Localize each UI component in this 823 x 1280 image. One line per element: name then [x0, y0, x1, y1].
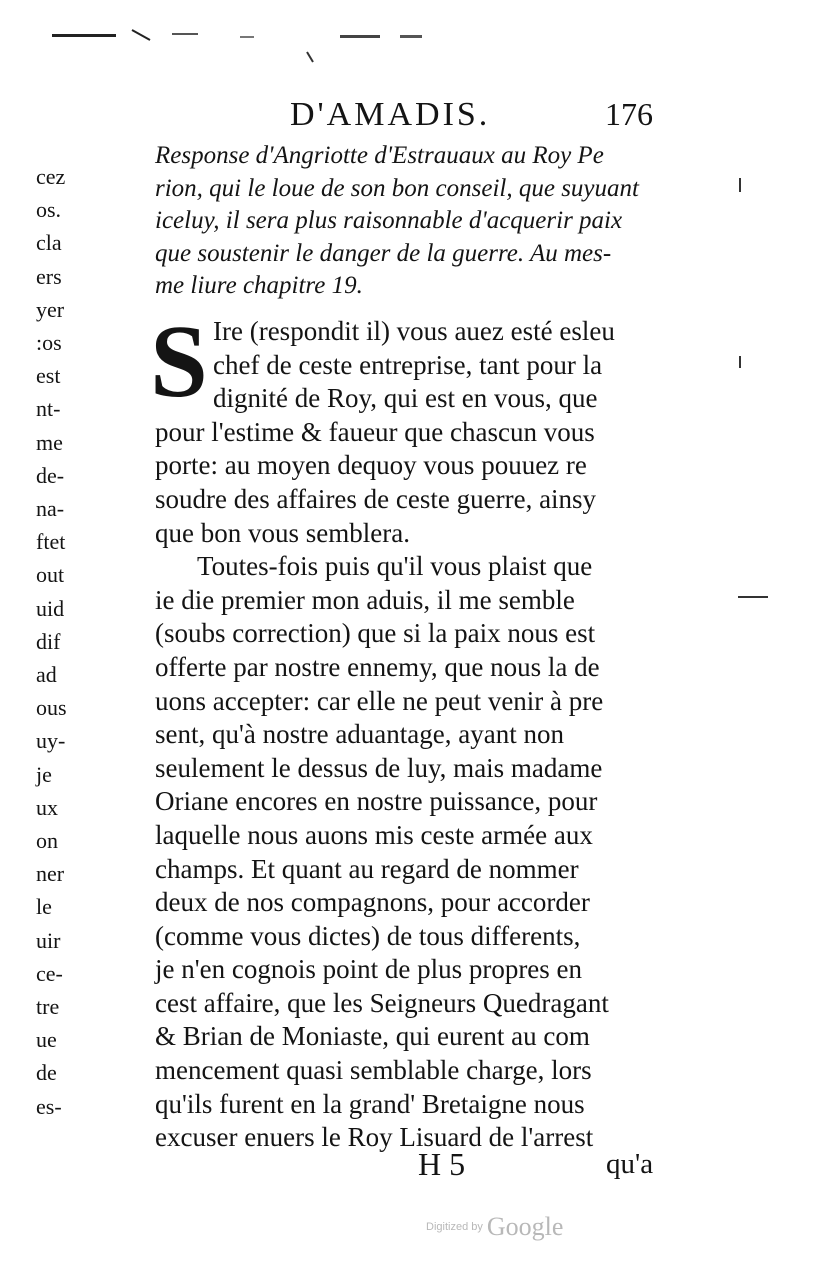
- bleed-fragment: ad: [36, 662, 57, 688]
- bleed-fragment: ue: [36, 1027, 57, 1053]
- text-line: laquelle nous auons mis ceste armée aux: [155, 819, 593, 850]
- text-line: cest affaire, que les Seigneurs Quedragant: [155, 987, 609, 1018]
- google-logo-text: Google: [486, 1212, 564, 1241]
- rubric-line: rion, qui le loue de son bon conseil, que suyuant: [155, 174, 639, 202]
- bleed-fragment: ous: [36, 695, 67, 721]
- text-line: qu'ils furent en la grand' Bretaigne nous: [155, 1088, 585, 1119]
- bleed-fragment: de: [36, 1060, 57, 1086]
- catchword: qu'a: [606, 1148, 654, 1180]
- text-line: & Brian de Moniaste, qui eurent au com: [155, 1021, 590, 1052]
- text-line: offerte par nostre ennemy, que nous la de: [155, 651, 600, 682]
- text-line: je n'en cognois point de plus propres en: [155, 954, 583, 985]
- text-line: que bon vous semblera.: [155, 517, 410, 548]
- margin-dash-mark: [735, 178, 745, 192]
- bleed-fragment: cez: [36, 164, 66, 189]
- text-line: deux de nos compagnons, pour accorder: [155, 887, 590, 918]
- text-line: sent, qu'à nostre aduantage, ayant non: [155, 719, 564, 750]
- text-line: pour l'estime & faueur que chascun vous: [155, 416, 595, 447]
- scan-speck: [305, 50, 315, 64]
- bleed-fragment: uir: [36, 927, 61, 953]
- bleed-fragment: ers: [36, 263, 62, 289]
- bleed-fragment: es-: [36, 1093, 62, 1119]
- text-line: porte: au moyen dequoy vous pouuez re: [155, 450, 587, 481]
- text-line: mencement quasi semblable charge, lors: [155, 1055, 592, 1086]
- bleed-fragment: ce-: [36, 960, 63, 986]
- digitized-by-google-watermark: [426, 1212, 563, 1242]
- bleed-fragment: yer: [36, 296, 65, 322]
- bleed-fragment: nt-: [36, 396, 61, 422]
- text-line: (soubs correction) que si la paix nous est: [155, 618, 596, 649]
- facing-page-bleed: [36, 160, 96, 1123]
- text-line: seulement le dessus de luy, mais madame: [155, 752, 603, 783]
- text-line: chef de ceste entreprise, tant pour la: [213, 349, 603, 380]
- margin-dash-mark: [735, 356, 745, 368]
- text-line: Toutes-fois puis qu'il vous plaist que: [197, 551, 593, 582]
- bleed-fragment: je: [36, 761, 52, 787]
- text-line: uons accepter: car elle ne peut venir à pre: [155, 685, 604, 716]
- bleed-fragment: na-: [36, 496, 65, 522]
- bleed-fragment: dif: [36, 628, 61, 654]
- bleed-fragment: on: [36, 828, 58, 854]
- body-text: [155, 315, 670, 1155]
- bleed-fragment: :os: [36, 330, 62, 356]
- bleed-fragment: cla: [36, 230, 62, 256]
- rubric-line: Response d'Angriotte d'Estrauaux au Roy Pe: [155, 142, 604, 169]
- text-line: excuser enuers le Roy Lisuard de l'arrest: [155, 1122, 594, 1153]
- text-line: Ire (respondit il) vous auez esté esleu: [213, 316, 615, 346]
- bleed-fragment: out: [36, 562, 65, 588]
- bleed-fragment: de-: [36, 462, 65, 488]
- watermark-prefix: Digitized by: [426, 1221, 483, 1233]
- drop-capital: S: [150, 304, 208, 419]
- margin-dash-mark: [738, 594, 768, 600]
- bleed-fragment: os.: [36, 197, 62, 223]
- bleed-fragment: me: [36, 429, 63, 455]
- bleed-fragment: ux: [36, 794, 58, 820]
- bleed-fragment: uy-: [36, 728, 66, 754]
- bleed-fragment: le: [36, 894, 52, 920]
- bleed-fragment: uid: [36, 595, 65, 621]
- rubric-line: iceluy, il sera plus raisonnable d'acquerir paix: [155, 207, 623, 234]
- text-line: (comme vous dictes) de tous differents,: [155, 920, 581, 951]
- signature-mark: H 5: [418, 1146, 466, 1182]
- text-line: soudre des affaires de ceste guerre, ainsy: [155, 483, 597, 514]
- bleed-fragment: est: [36, 363, 61, 389]
- bleed-fragment: ftet: [36, 529, 66, 555]
- text-line: ie die premier mon aduis, il me semble: [155, 584, 575, 615]
- text-line: dignité de Roy, qui est en vous, que: [213, 383, 598, 414]
- running-head: D'AMADIS.: [290, 96, 491, 133]
- scan-noise: [40, 28, 460, 42]
- bleed-fragment: tre: [36, 994, 60, 1020]
- rubric-line: que soustenir le danger de la guerre. Au mes-: [155, 239, 612, 267]
- rubric-line: me liure chapitre 19.: [155, 272, 363, 299]
- page-number: 176: [605, 96, 653, 132]
- bleed-fragment: ner: [36, 861, 65, 887]
- chapter-rubric: [155, 140, 665, 303]
- text-line: Oriane encores en nostre puissance, pour: [155, 786, 598, 817]
- text-line: champs. Et quant au regard de nommer: [155, 853, 579, 884]
